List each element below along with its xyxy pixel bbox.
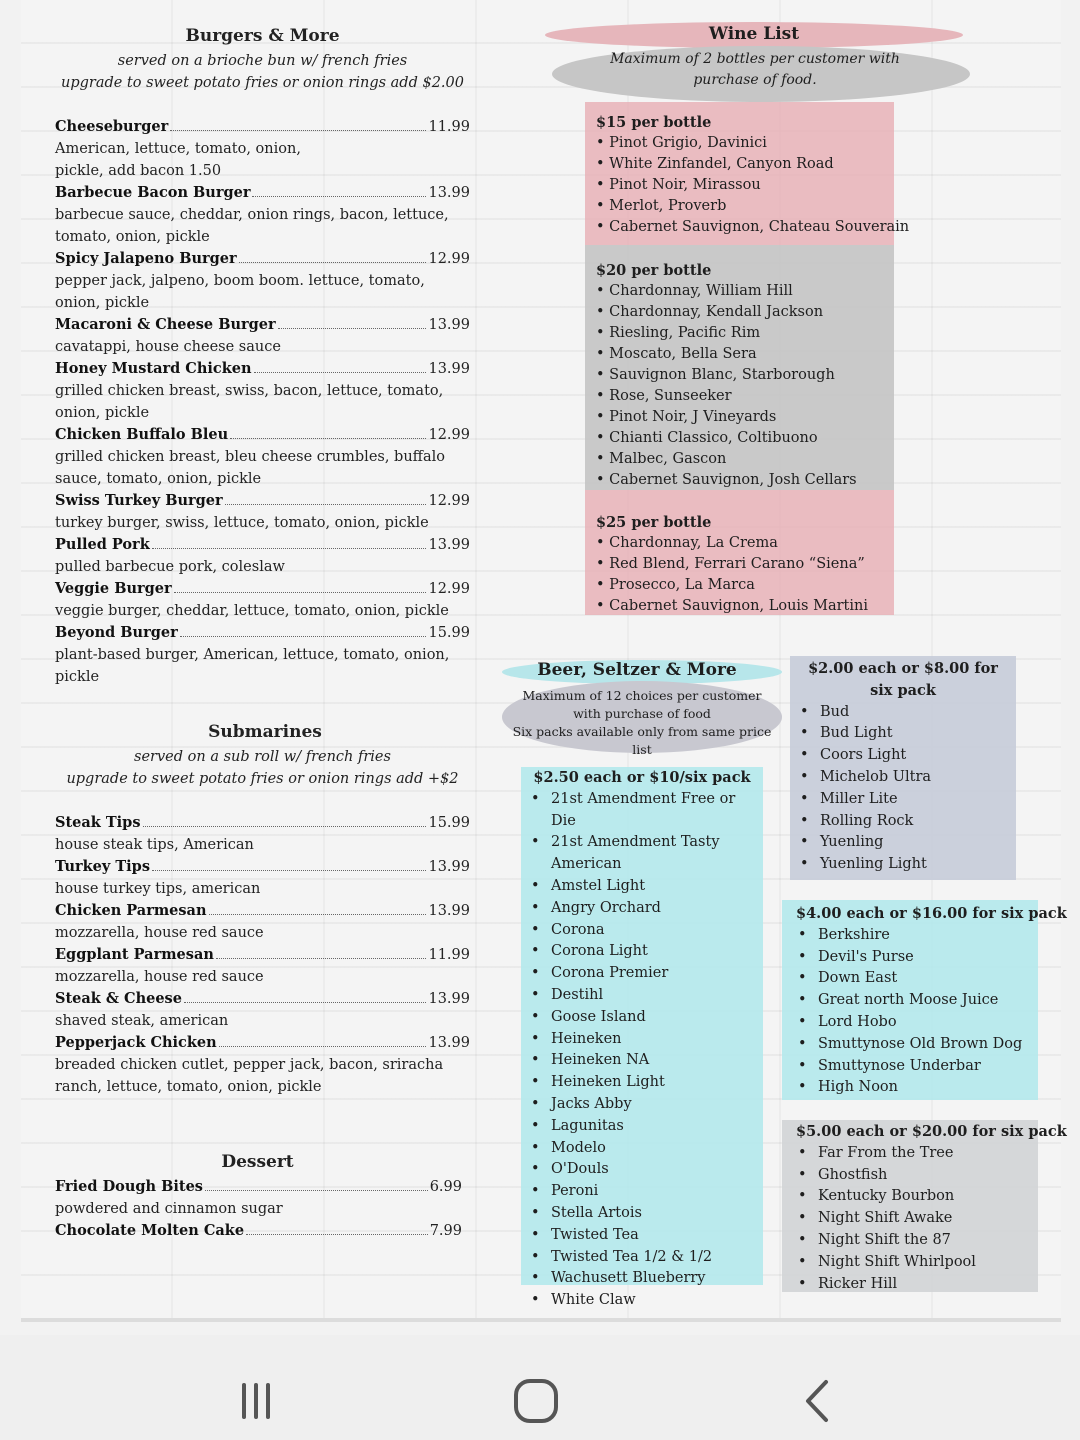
beer-item: • Angry Orchard: [521, 898, 763, 920]
dessert-list: [55, 1176, 462, 1242]
menu-item-description: mozzarella, house red sauce: [55, 925, 264, 941]
wine-item: [596, 554, 894, 575]
wine-item-label: Chianti Classico, Coltibuono: [609, 430, 818, 446]
beer-item: • Peroni: [521, 1181, 763, 1203]
menu-item-name: Beyond Burger: [55, 624, 178, 641]
wine-item-label: White Zinfandel, Canyon Road: [609, 156, 834, 172]
menu-item-price: 13.99: [428, 991, 470, 1007]
bullet: •: [596, 325, 610, 341]
menu-item-description: American, lettuce, tomato, onion, pickle, add bacon 1.50: [55, 141, 301, 179]
menu-item-row: [55, 534, 470, 556]
dot-leader: [230, 438, 426, 439]
menu-item-name: Chicken Buffalo Bleu: [55, 426, 229, 443]
menu-item-price: 13.99: [428, 185, 470, 201]
menu-item-description: turkey burger, swiss, lettuce, tomato, onion, pickle: [55, 515, 429, 531]
bullet: •: [596, 556, 610, 572]
wine-item-label: Malbec, Gascon: [609, 451, 727, 467]
menu-item-description: grilled chicken breast, bleu cheese crumbles, buffalo sauce, tomato, onion, pickle: [55, 449, 445, 487]
wine-item-label: Cabernet Sauvignon, Chateau Souverain: [609, 219, 910, 235]
menu-item-price: 13.99: [428, 537, 470, 553]
beer-tier-2-50: [521, 767, 763, 1309]
beer-item: • Heineken NA: [521, 1050, 763, 1072]
menu-item-name: Honey Mustard Chicken: [55, 360, 252, 377]
bullet: •: [596, 304, 610, 320]
menu-item-price: 7.99: [429, 1223, 462, 1239]
beer-item: • Night Shift the 87: [788, 1230, 1038, 1252]
burgers-subtitle: served on a brioche bun w/ french fries: [117, 53, 408, 69]
beer-tier-label: $2.50 each or $10/six pack: [533, 769, 751, 786]
beer-item: • Corona Light: [521, 941, 763, 963]
bullet: •: [596, 430, 610, 446]
submarines-upgrade-note: upgrade to sweet potato fries or onion rings add +$2: [66, 771, 459, 787]
bullet: •: [596, 388, 610, 404]
wine-item-label: Chardonnay, Kendall Jackson: [609, 304, 824, 320]
beer-tier-label: $2.00 each or $8.00 for six pack: [808, 660, 998, 699]
dot-leader: [174, 592, 427, 593]
menu-item-name: Cheeseburger: [55, 118, 169, 135]
menu-item-name: Steak Tips: [55, 814, 141, 831]
menu-item-name: Eggplant Parmesan: [55, 946, 214, 963]
beer-item: • Night Shift Awake: [788, 1208, 1038, 1230]
recents-button[interactable]: [226, 1375, 286, 1427]
bullet: •: [596, 135, 610, 151]
wine-item: [596, 196, 894, 217]
dot-leader: [152, 548, 427, 549]
beer-item: • Amstel Light: [521, 876, 763, 898]
dot-leader: [225, 504, 427, 505]
menu-item-row: [55, 622, 470, 644]
bullet: •: [596, 472, 610, 488]
menu-item-description: mozzarella, house red sauce: [55, 969, 264, 985]
menu-item-name: Swiss Turkey Burger: [55, 492, 223, 509]
wine-item: [596, 449, 894, 470]
menu-item-price: 15.99: [428, 625, 470, 641]
submarines-subtitle: served on a sub roll w/ french fries: [134, 749, 391, 765]
dessert-title: Dessert: [221, 1152, 294, 1172]
dot-leader: [254, 372, 427, 373]
beer-item: • Down East: [788, 968, 1038, 990]
menu-item-name: Pulled Pork: [55, 536, 150, 553]
wine-item-label: Chardonnay, William Hill: [609, 283, 793, 299]
wine-item-label: Riesling, Pacific Rim: [609, 325, 761, 341]
dot-leader: [209, 914, 427, 915]
menu-item-price: 13.99: [428, 317, 470, 333]
menu-item-price: 13.99: [428, 361, 470, 377]
beer-item: • White Claw: [521, 1290, 763, 1312]
wine-tier-20: [585, 245, 894, 490]
menu-item-row: [55, 248, 470, 270]
menu-item-row: [55, 856, 470, 878]
bullet: •: [596, 577, 610, 593]
menu-item-name: Macaroni & Cheese Burger: [55, 316, 276, 333]
dot-leader: [278, 328, 427, 329]
beer-item: • Yuenling Light: [790, 854, 1016, 876]
menu-item-row: [55, 1220, 462, 1242]
beer-item: • Goose Island: [521, 1007, 763, 1029]
menu-item-row: [55, 424, 470, 446]
wine-tier-label: $20 per bottle: [596, 262, 712, 279]
bullet: •: [596, 535, 610, 551]
bullet: •: [596, 598, 610, 614]
beer-tier-label: $4.00 each or $16.00 for six pack: [796, 905, 1067, 922]
menu-item-row: [55, 900, 470, 922]
wine-item: [596, 175, 894, 196]
home-icon: [513, 1378, 559, 1424]
menu-item-price: 6.99: [429, 1179, 462, 1195]
wine-item-label: Cabernet Sauvignon, Josh Cellars: [609, 472, 857, 488]
beer-item: • Kentucky Bourbon: [788, 1186, 1038, 1208]
wine-item: [596, 386, 894, 407]
page-edge: [21, 1318, 1061, 1322]
beer-item: • Jacks Abby: [521, 1094, 763, 1116]
dot-leader: [219, 1046, 427, 1047]
dot-leader: [205, 1190, 428, 1191]
menu-item-description: barbecue sauce, cheddar, onion rings, bacon, lettuce, tomato, onion, pickle: [55, 207, 449, 245]
beer-item: • O'Douls: [521, 1159, 763, 1181]
dot-leader: [143, 826, 427, 827]
beer-item: • Lagunitas: [521, 1116, 763, 1138]
menu-item-name: Veggie Burger: [55, 580, 172, 597]
menu-item-row: [55, 116, 470, 138]
wine-item-label: Pinot Grigio, Davinici: [609, 135, 767, 151]
menu-item-description: breaded chicken cutlet, pepper jack, bacon, sriracha ranch, lettuce, tomato, onion, pickle: [55, 1057, 444, 1095]
menu-item-description: pulled barbecue pork, coleslaw: [55, 559, 285, 575]
wine-item-label: Chardonnay, La Crema: [609, 535, 778, 551]
beer-tier-4-00: [782, 900, 1067, 1100]
bullet: •: [596, 283, 610, 299]
menu-item-price: 11.99: [428, 947, 470, 963]
beer-item: • Stella Artois: [521, 1203, 763, 1225]
submarines-list: [55, 812, 470, 1098]
recents-icon: [236, 1381, 276, 1421]
bullet: •: [596, 219, 610, 235]
menu-item-name: Chocolate Molten Cake: [55, 1222, 245, 1239]
back-button[interactable]: [788, 1375, 848, 1427]
wine-item-label: Rose, Sunseeker: [609, 388, 732, 404]
bullet: •: [596, 346, 610, 362]
wine-item: [596, 365, 894, 386]
wine-tier-label: $15 per bottle: [596, 114, 712, 131]
beer-item: • Great north Moose Juice: [788, 990, 1038, 1012]
beer-item: • Lord Hobo: [788, 1012, 1038, 1034]
wine-item: [596, 133, 894, 154]
menu-item-row: [55, 988, 470, 1010]
wine-item: [596, 428, 894, 449]
home-button[interactable]: [506, 1375, 566, 1427]
wine-item-label: Prosecco, La Marca: [609, 577, 755, 593]
wine-tier-label: $25 per bottle: [596, 514, 712, 531]
back-icon: [798, 1378, 838, 1424]
menu-item-name: Barbecue Bacon Burger: [55, 184, 251, 201]
beer-item: • Rolling Rock: [790, 811, 1016, 833]
bullet: •: [596, 409, 610, 425]
wine-item: [596, 470, 894, 491]
beer-item: • Coors Light: [790, 745, 1016, 767]
menu-item-price: 13.99: [428, 859, 470, 875]
beer-section-title: Beer, Seltzer & More: [537, 660, 737, 680]
wine-item: [596, 323, 894, 344]
wine-item-label: Moscato, Bella Sera: [609, 346, 757, 362]
beer-item: • Heineken Light: [521, 1072, 763, 1094]
menu-item-row: [55, 314, 470, 336]
wine-item: [596, 154, 894, 175]
menu-item-price: 13.99: [428, 903, 470, 919]
beer-item: • Berkshire: [788, 925, 1038, 947]
beer-note-line: Six packs available only from same price list: [512, 724, 772, 757]
beer-item: • Bud Light: [790, 723, 1016, 745]
beer-item: • Corona Premier: [521, 963, 763, 985]
menu-item-name: Chicken Parmesan: [55, 902, 207, 919]
wine-tier-25: [585, 490, 894, 615]
menu-item-description: grilled chicken breast, swiss, bacon, lettuce, tomato, onion, pickle: [55, 383, 444, 421]
dot-leader: [152, 870, 426, 871]
menu-item-description: veggie burger, cheddar, lettuce, tomato, onion, pickle: [55, 603, 449, 619]
beer-item: • Night Shift Whirlpool: [788, 1252, 1038, 1274]
beer-item: • Corona: [521, 920, 763, 942]
wine-item: [596, 407, 894, 428]
submarines-title: Submarines: [208, 722, 322, 742]
wine-item-label: Cabernet Sauvignon, Louis Martini: [609, 598, 868, 614]
burgers-list: [55, 116, 470, 688]
bullet: •: [596, 198, 610, 214]
dot-leader: [239, 262, 427, 263]
beer-item: • Miller Lite: [790, 789, 1016, 811]
wine-item-label: Merlot, Proverb: [609, 198, 727, 214]
wine-item: [596, 533, 894, 554]
menu-item-name: Steak & Cheese: [55, 990, 182, 1007]
wine-item: [596, 281, 894, 302]
beer-tier-5-00: [782, 1120, 1067, 1292]
menu-item-price: 12.99: [428, 427, 470, 443]
dot-leader: [216, 958, 427, 959]
bullet: •: [596, 451, 610, 467]
beer-item: • Ghostfish: [788, 1165, 1038, 1187]
wine-list-note: Maximum of 2 bottles per customer with purchase of food.: [610, 51, 900, 88]
menu-item-description: cavatappi, house cheese sauce: [55, 339, 281, 355]
menu-item-description: powdered and cinnamon sugar: [55, 1201, 283, 1217]
dot-leader: [180, 636, 427, 637]
beer-item: • Smuttynose Underbar: [788, 1056, 1038, 1078]
menu-item-description: pepper jack, jalpeno, boom boom. lettuce, tomato, onion, pickle: [55, 273, 425, 311]
dot-leader: [184, 1002, 427, 1003]
menu-item-price: 12.99: [428, 493, 470, 509]
beer-tier-2-00: [790, 656, 1016, 880]
beer-item: • Yuenling: [790, 832, 1016, 854]
beer-item: • 21st Amendment Tasty American: [521, 832, 763, 876]
beer-item: • Twisted Tea 1/2 & 1/2: [521, 1247, 763, 1269]
menu-item-description: shaved steak, american: [55, 1013, 229, 1029]
beer-item: • Wachusett Blueberry: [521, 1268, 763, 1290]
burgers-title: Burgers & More: [185, 26, 340, 46]
menu-item-row: [55, 1032, 470, 1054]
beer-item: • Bud: [790, 702, 1016, 724]
menu-item-name: Pepperjack Chicken: [55, 1034, 217, 1051]
dot-leader: [252, 196, 426, 197]
menu-item-row: [55, 490, 470, 512]
beer-item: • Modelo: [521, 1138, 763, 1160]
menu-item-price: 12.99: [428, 251, 470, 267]
wine-list-title: Wine List: [708, 24, 800, 44]
wine-item-label: Sauvignon Blanc, Starborough: [609, 367, 835, 383]
menu-item-name: Fried Dough Bites: [55, 1178, 203, 1195]
bullet: •: [596, 367, 610, 383]
beer-item: • 21st Amendment Free or Die: [521, 789, 763, 833]
menu-item-description: house turkey tips, american: [55, 881, 261, 897]
menu-item-row: [55, 578, 470, 600]
burgers-upgrade-note: upgrade to sweet potato fries or onion rings add $2.00: [60, 75, 464, 91]
beer-tier-label: $5.00 each or $20.00 for six pack: [796, 1123, 1067, 1140]
menu-item-row: [55, 358, 470, 380]
dot-leader: [246, 1234, 428, 1235]
menu-item-description: plant-based burger, American, lettuce, tomato, onion, pickle: [55, 647, 450, 685]
beer-item: • High Noon: [788, 1077, 1038, 1099]
menu-item-price: 13.99: [428, 1035, 470, 1051]
wine-item: [596, 344, 894, 365]
beer-note-line: with purchase of food: [573, 706, 711, 721]
wine-tier-15: [585, 102, 910, 245]
menu-item-price: 12.99: [428, 581, 470, 597]
menu-item-description: house steak tips, American: [55, 837, 254, 853]
beer-section-note: [505, 687, 779, 759]
menu-item-price: 11.99: [428, 119, 470, 135]
wine-item-label: Pinot Noir, Mirassou: [609, 177, 761, 193]
beer-item: • Destihl: [521, 985, 763, 1007]
menu-item-row: [55, 812, 470, 834]
beer-item: • Michelob Ultra: [790, 767, 1016, 789]
menu-item-row: [55, 944, 470, 966]
dot-leader: [170, 130, 426, 131]
beer-item: • Smuttynose Old Brown Dog: [788, 1034, 1038, 1056]
wine-item: [596, 596, 894, 617]
menu-item-name: Spicy Jalapeno Burger: [55, 250, 237, 267]
beer-item: • Devil's Purse: [788, 947, 1038, 969]
menu-item-row: [55, 1176, 462, 1198]
menu-item-price: 15.99: [428, 815, 470, 831]
wine-item-label: Pinot Noir, J Vineyards: [609, 409, 777, 425]
wine-item: [596, 575, 894, 596]
beer-item: • Ricker Hill: [788, 1274, 1038, 1296]
beer-item: • Twisted Tea: [521, 1225, 763, 1247]
menu-item-row: [55, 182, 470, 204]
wine-item: [596, 302, 894, 323]
beer-note-line: Maximum of 12 choices per customer: [522, 688, 762, 703]
bullet: •: [596, 177, 610, 193]
menu-item-name: Turkey Tips: [55, 858, 150, 875]
wine-item: [596, 217, 910, 238]
bullet: •: [596, 156, 610, 172]
beer-item: • Heineken: [521, 1029, 763, 1051]
wine-item-label: Red Blend, Ferrari Carano “Siena”: [609, 556, 865, 572]
beer-item: • Far From the Tree: [788, 1143, 1038, 1165]
